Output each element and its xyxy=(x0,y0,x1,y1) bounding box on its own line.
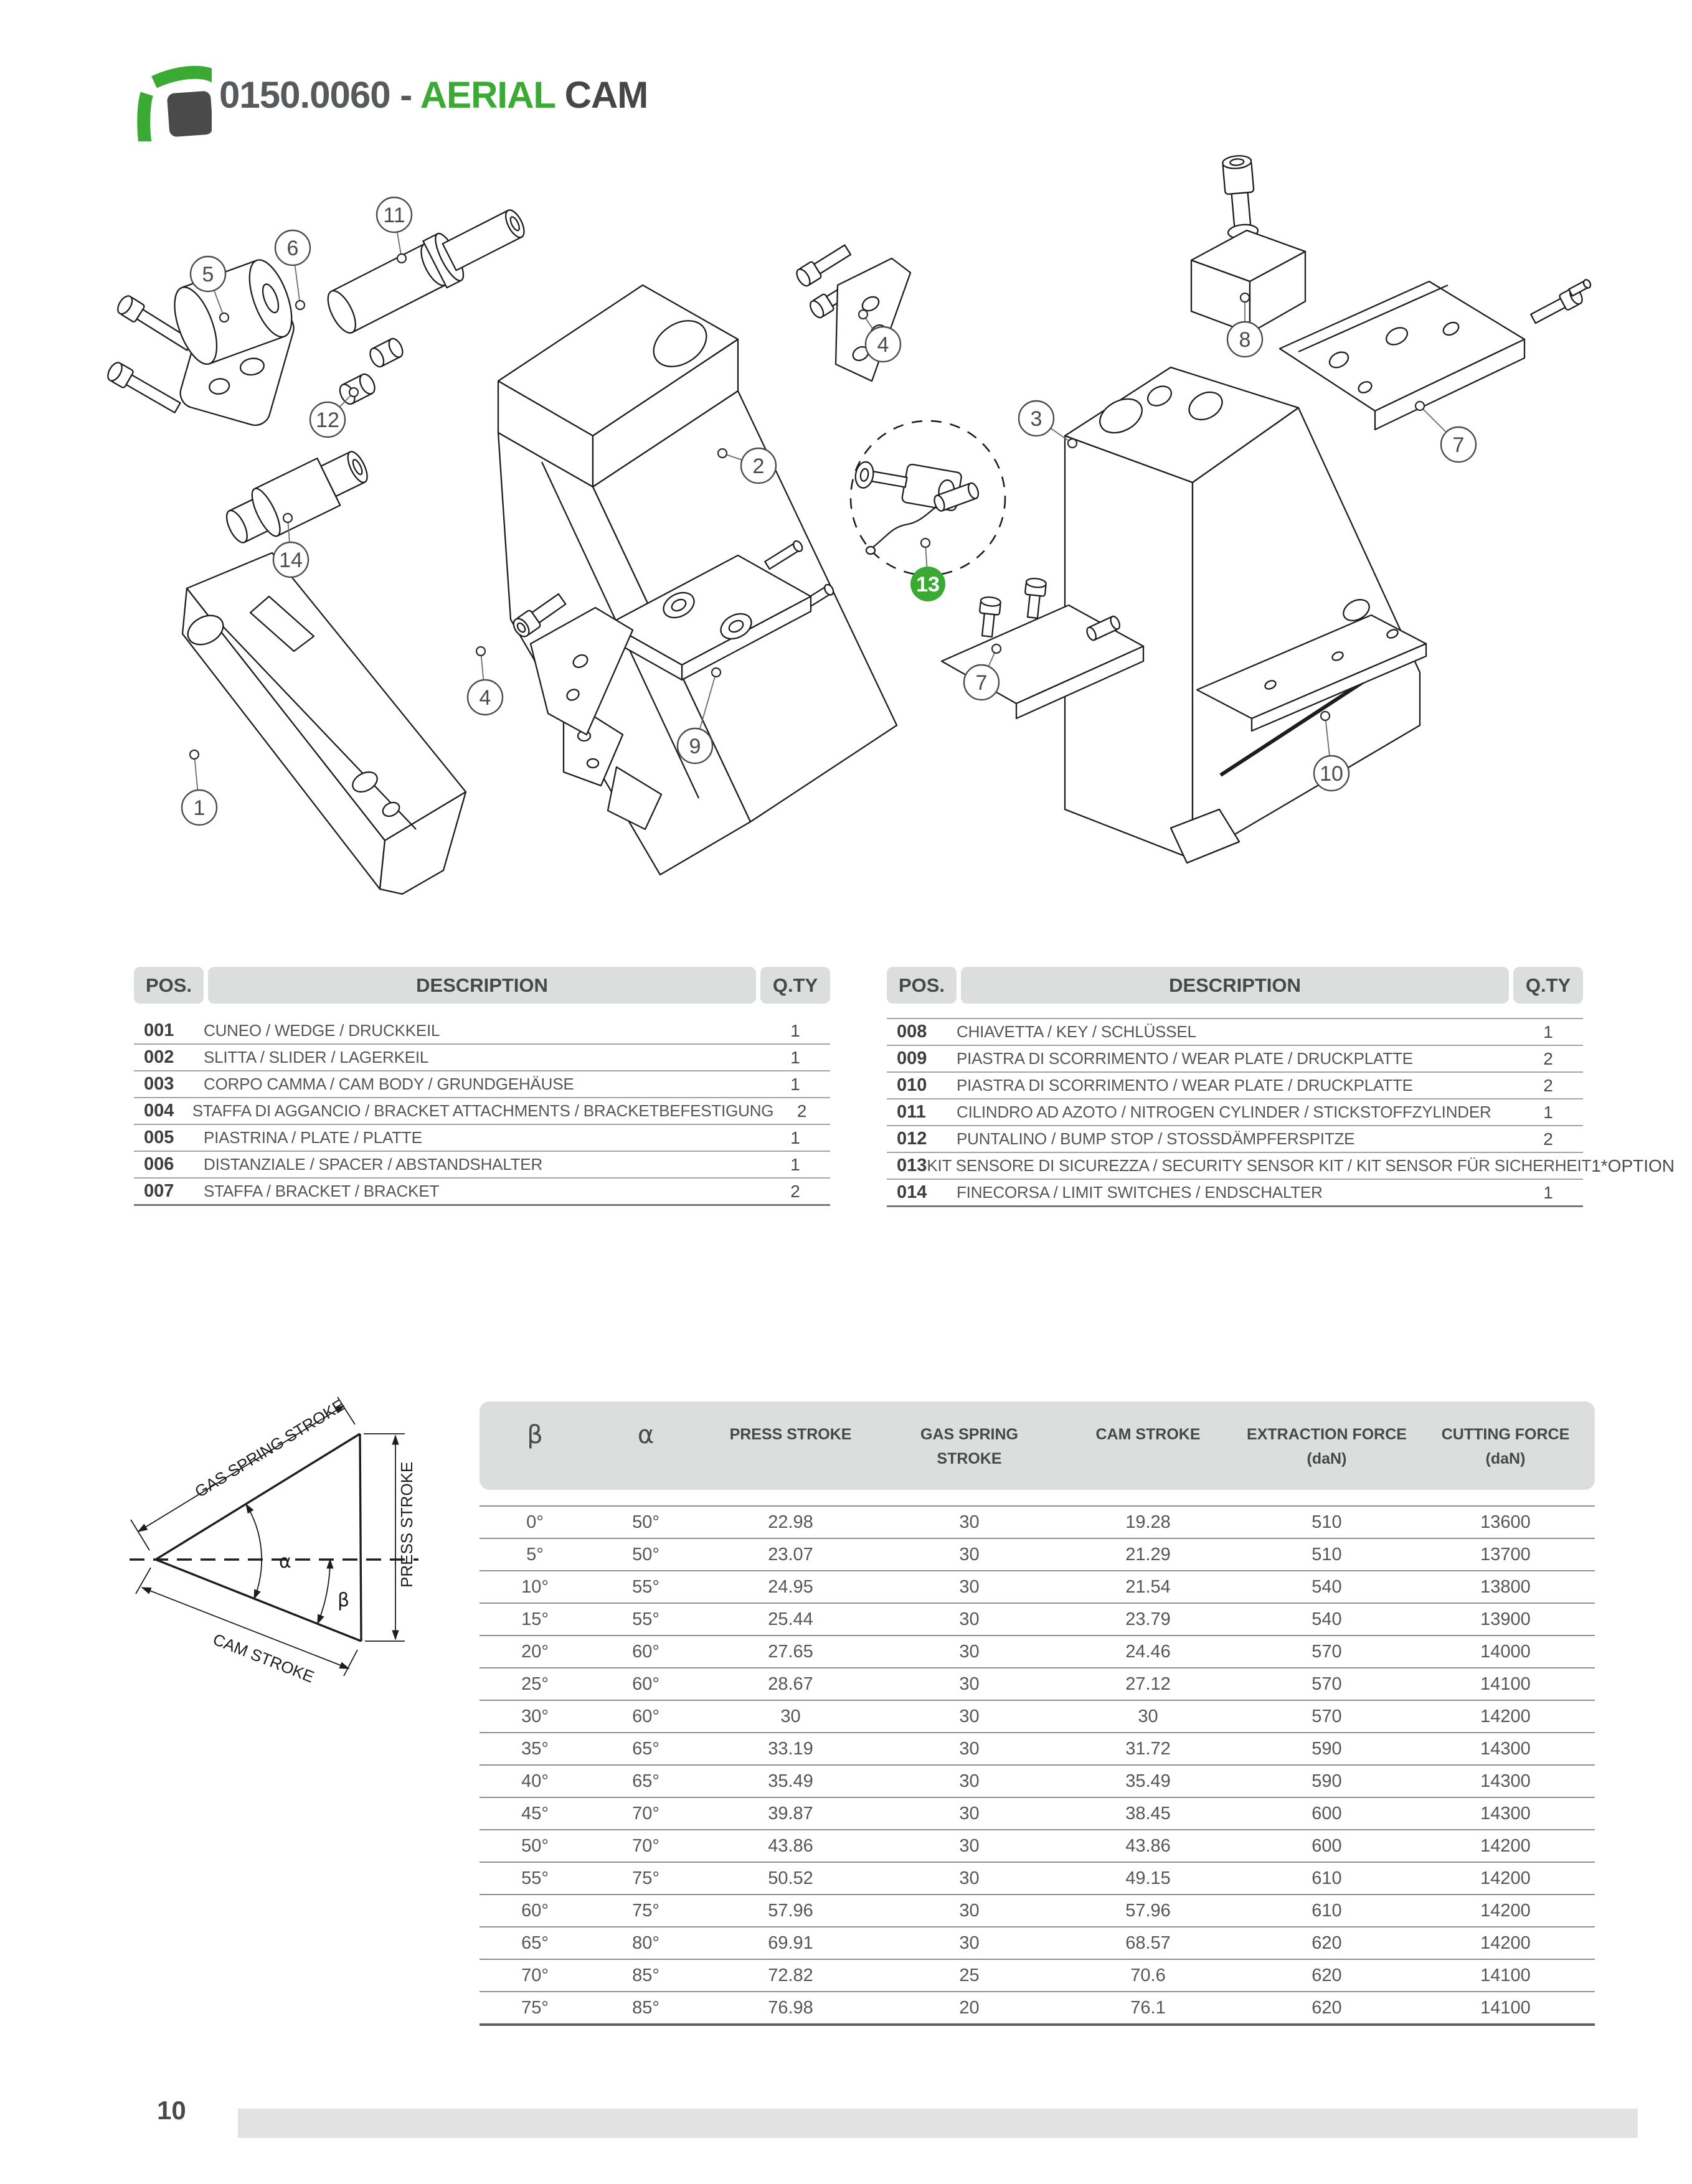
col-header-description: DESCRIPTION xyxy=(961,967,1509,1004)
table-row xyxy=(887,1046,1583,1073)
svg-text:7: 7 xyxy=(1452,433,1465,457)
gas-spring-stroke-value: 30 xyxy=(959,1641,980,1662)
beta-value: 30° xyxy=(521,1706,549,1726)
callout-7 xyxy=(1416,402,1476,462)
table-row xyxy=(887,1019,1583,1046)
parts-table-right-header xyxy=(887,967,1583,1004)
svg-text:1: 1 xyxy=(193,796,206,820)
table-row xyxy=(480,1570,1595,1603)
col-extraction-force: EXTRACTION FORCE (daN) xyxy=(1247,1426,1407,1467)
footer-bar xyxy=(238,2109,1638,2138)
part-bracket-attachment-004-top xyxy=(794,242,910,381)
part-pos: 014 xyxy=(897,1182,927,1202)
cutting-force-value: 14200 xyxy=(1480,1868,1531,1888)
svg-text:14: 14 xyxy=(279,548,303,572)
gas-spring-stroke-value: 30 xyxy=(959,1706,980,1726)
col-gas-spring-stroke: GAS SPRING STROKE xyxy=(920,1426,1018,1467)
extraction-force-value: 620 xyxy=(1312,1997,1342,2018)
part-cam-body-003 xyxy=(1065,367,1420,863)
gas-spring-stroke-value: 20 xyxy=(959,1997,980,2018)
col-alpha: α xyxy=(637,1421,655,1449)
table-row xyxy=(480,1635,1595,1667)
beta-value: 15° xyxy=(521,1609,549,1629)
press-stroke-value: 24.95 xyxy=(768,1576,813,1597)
table-row xyxy=(480,1764,1595,1797)
title-aerial: AERIAL xyxy=(420,74,555,116)
cutting-force-value: 13800 xyxy=(1480,1576,1531,1597)
part-qty: 1 xyxy=(790,1154,800,1174)
part-description: STAFFA DI AGGANCIO / BRACKET ATTACHMENTS / BRACKETBEFESTIGUNG xyxy=(192,1101,774,1120)
part-description: CUNEO / WEDGE / DRUCKKEIL xyxy=(204,1021,440,1040)
title-cam: CAM xyxy=(554,74,648,116)
alpha-value: 85° xyxy=(632,1965,659,1985)
parts-table-left-body xyxy=(134,1018,830,1206)
beta-value: 50° xyxy=(521,1835,549,1856)
cutting-force-value: 13900 xyxy=(1480,1609,1531,1629)
beta-value: 45° xyxy=(521,1803,549,1824)
cam-stroke-value: 19.28 xyxy=(1125,1512,1171,1532)
cam-stroke-value: 27.12 xyxy=(1125,1673,1171,1694)
cam-stroke-value: 35.49 xyxy=(1125,1771,1171,1791)
cutting-force-value: 14300 xyxy=(1480,1803,1531,1824)
part-limit-switch-014 xyxy=(219,441,376,553)
gas-spring-stroke-value: 30 xyxy=(959,1738,980,1759)
svg-text:3: 3 xyxy=(1030,407,1042,431)
part-qty: 1 xyxy=(1543,1182,1553,1202)
alpha-value: 65° xyxy=(632,1738,659,1759)
part-description: CILINDRO AD AZOTO / NITROGEN CYLINDER / STICKSTOFFZYLINDER xyxy=(957,1103,1491,1121)
part-description: STAFFA / BRACKET / BRACKET xyxy=(204,1182,440,1200)
alpha-value: 75° xyxy=(632,1868,659,1888)
parts-table-left-header xyxy=(134,967,830,1004)
cam-stroke-value: 68.57 xyxy=(1125,1932,1171,1953)
beta-value: 75° xyxy=(521,1997,549,2018)
col-cam-stroke: CAM STROKE xyxy=(1095,1426,1201,1443)
cam-stroke-value: 38.45 xyxy=(1125,1803,1171,1824)
cutting-force-value: 14200 xyxy=(1480,1706,1531,1726)
col-press-stroke: PRESS STROKE xyxy=(729,1426,852,1443)
cam-stroke-value: 49.15 xyxy=(1125,1868,1171,1888)
part-pos: 008 xyxy=(897,1022,927,1042)
callout-12 xyxy=(310,388,358,437)
svg-text:12: 12 xyxy=(316,408,339,432)
gas-spring-stroke-value: 30 xyxy=(959,1771,980,1791)
part-pos: 006 xyxy=(144,1154,174,1174)
press-stroke-value: 50.52 xyxy=(768,1868,813,1888)
gas-spring-stroke-value: 25 xyxy=(959,1965,980,1985)
cam-stroke-value: 21.29 xyxy=(1125,1544,1171,1565)
cam-stroke-value: 70.6 xyxy=(1130,1965,1166,1985)
table-row xyxy=(480,1505,1595,1538)
part-pos: 009 xyxy=(897,1048,927,1068)
gas-spring-stroke-label: GAS SPRING STROKE xyxy=(191,1395,348,1502)
cutting-force-value: 14100 xyxy=(1480,1997,1531,2018)
part-qty: 2 xyxy=(1543,1048,1553,1068)
part-qty: 1 xyxy=(1543,1102,1553,1122)
table-row xyxy=(134,1152,830,1179)
table-row xyxy=(480,1667,1595,1700)
gas-spring-stroke-value: 30 xyxy=(959,1932,980,1953)
cam-stroke-value: 21.54 xyxy=(1125,1576,1171,1597)
part-description: FINECORSA / LIMIT SWITCHES / ENDSCHALTER xyxy=(957,1183,1323,1202)
press-stroke-value: 35.49 xyxy=(768,1771,813,1791)
part-description: SLITTA / SLIDER / LAGERKEIL xyxy=(204,1048,429,1066)
press-stroke-value: 69.91 xyxy=(768,1932,813,1953)
alpha-label: α xyxy=(279,1551,291,1573)
col-header-pos: POS. xyxy=(134,967,204,1004)
col-header-description: DESCRIPTION xyxy=(208,967,756,1004)
table-row xyxy=(134,1018,830,1045)
gas-spring-stroke-value: 30 xyxy=(959,1835,980,1856)
press-stroke-value: 23.07 xyxy=(768,1544,813,1565)
cutting-force-value: 14300 xyxy=(1480,1738,1531,1759)
beta-value: 60° xyxy=(521,1900,549,1921)
table-row xyxy=(134,1125,830,1152)
part-qty: 1 xyxy=(790,1047,800,1067)
stroke-table-body xyxy=(480,1505,1595,2026)
alpha-value: 50° xyxy=(632,1544,659,1565)
press-stroke-value: 57.96 xyxy=(768,1900,813,1921)
part-qty: 2 xyxy=(790,1181,800,1201)
beta-value: 10° xyxy=(521,1576,549,1597)
part-description: CHIAVETTA / KEY / SCHLÜSSEL xyxy=(957,1022,1196,1041)
page-number: 10 xyxy=(157,2096,186,2125)
press-stroke-value: 72.82 xyxy=(768,1965,813,1985)
table-row xyxy=(480,1700,1595,1732)
part-sensor-kit-013 xyxy=(851,421,1005,575)
press-stroke-value: 39.87 xyxy=(768,1803,813,1824)
extraction-force-value: 620 xyxy=(1312,1965,1342,1985)
alpha-value: 60° xyxy=(632,1641,659,1662)
press-stroke-value: 28.67 xyxy=(768,1673,813,1694)
part-description: PIASTRINA / PLATE / PLATTE xyxy=(204,1128,422,1147)
table-row xyxy=(134,1071,830,1098)
col-header-qty: Q.TY xyxy=(760,967,830,1004)
callout-3 xyxy=(1019,401,1077,448)
table-row xyxy=(134,1098,830,1125)
alpha-value: 55° xyxy=(632,1609,659,1629)
stroke-data-table xyxy=(480,1401,1595,2026)
press-stroke-value: 22.98 xyxy=(768,1512,813,1532)
cam-stroke-value: 31.72 xyxy=(1125,1738,1171,1759)
part-pos: 012 xyxy=(897,1129,927,1149)
table-row xyxy=(480,1603,1595,1635)
part-pos: 005 xyxy=(144,1127,174,1147)
beta-value: 20° xyxy=(521,1641,549,1662)
alpha-value: 65° xyxy=(632,1771,659,1791)
table-row xyxy=(887,1126,1583,1153)
alpha-value: 70° xyxy=(632,1803,659,1824)
table-row xyxy=(887,1073,1583,1099)
press-stroke-value: 27.65 xyxy=(768,1641,813,1662)
beta-value: 40° xyxy=(521,1771,549,1791)
part-qty: 1 xyxy=(790,1074,800,1094)
part-pos: 001 xyxy=(144,1020,174,1040)
table-row xyxy=(887,1180,1583,1207)
gas-spring-stroke-value: 30 xyxy=(959,1512,980,1532)
stroke-table-header xyxy=(480,1401,1595,1490)
cutting-force-value: 14100 xyxy=(1480,1673,1531,1694)
svg-text:2: 2 xyxy=(752,454,765,478)
doc-code: 0150.0060 - xyxy=(219,74,420,116)
part-description: PIASTRA DI SCORRIMENTO / WEAR PLATE / DRUCKPLATTE xyxy=(957,1049,1413,1068)
press-stroke-value: 33.19 xyxy=(768,1738,813,1759)
gas-spring-stroke-value: 30 xyxy=(959,1900,980,1921)
extraction-force-value: 600 xyxy=(1312,1803,1342,1824)
cutting-force-value: 14000 xyxy=(1480,1641,1531,1662)
part-pos: 011 xyxy=(897,1102,926,1122)
table-row xyxy=(134,1045,830,1071)
extraction-force-value: 540 xyxy=(1312,1576,1342,1597)
table-row xyxy=(480,1797,1595,1829)
svg-text:4: 4 xyxy=(877,333,889,357)
cam-stroke-value: 57.96 xyxy=(1125,1900,1171,1921)
svg-text:7: 7 xyxy=(975,671,988,695)
cam-stroke-value: 76.1 xyxy=(1130,1997,1166,2018)
part-qty: 1 xyxy=(1543,1022,1553,1042)
alpha-value: 55° xyxy=(632,1576,659,1597)
table-row xyxy=(480,1959,1595,1991)
press-stroke-value: 76.98 xyxy=(768,1997,813,2018)
cam-stroke-value: 30 xyxy=(1138,1706,1158,1726)
press-stroke-label: PRESS STROKE xyxy=(397,1461,416,1588)
callout-4 xyxy=(468,647,503,715)
part-description: DISTANZIALE / SPACER / ABSTANDSHALTER xyxy=(204,1155,543,1174)
part-pos: 003 xyxy=(144,1074,174,1094)
extraction-force-value: 570 xyxy=(1312,1673,1342,1694)
extraction-force-value: 610 xyxy=(1312,1868,1342,1888)
table-row xyxy=(480,1829,1595,1862)
alpha-value: 75° xyxy=(632,1900,659,1921)
press-stroke-value: 43.86 xyxy=(768,1835,813,1856)
svg-text:13: 13 xyxy=(916,573,940,596)
col-cutting-force: CUTTING FORCE (daN) xyxy=(1441,1426,1570,1467)
part-pos: 004 xyxy=(144,1101,174,1121)
gas-spring-stroke-value: 30 xyxy=(959,1544,980,1565)
gas-spring-stroke-value: 30 xyxy=(959,1868,980,1888)
alpha-value: 50° xyxy=(632,1512,659,1532)
part-qty: 1*OPTION xyxy=(1591,1156,1675,1175)
beta-value: 5° xyxy=(526,1544,544,1565)
part-qty: 2 xyxy=(1543,1129,1553,1149)
cam-stroke-value: 43.86 xyxy=(1125,1835,1171,1856)
cam-stroke-value: 23.79 xyxy=(1125,1609,1171,1629)
cutting-force-value: 14200 xyxy=(1480,1835,1531,1856)
table-row xyxy=(134,1179,830,1206)
svg-text:9: 9 xyxy=(689,735,701,758)
table-row xyxy=(887,1153,1675,1180)
table-row xyxy=(480,1538,1595,1570)
cutting-force-value: 13600 xyxy=(1480,1512,1531,1532)
svg-text:5: 5 xyxy=(202,263,214,286)
extraction-force-value: 570 xyxy=(1312,1641,1342,1662)
table-row xyxy=(480,1991,1595,2023)
press-stroke-value: 30 xyxy=(780,1706,801,1726)
cutting-force-value: 14100 xyxy=(1480,1965,1531,1985)
col-header-qty: Q.TY xyxy=(1513,967,1583,1004)
gas-spring-stroke-value: 30 xyxy=(959,1576,980,1597)
beta-value: 65° xyxy=(521,1932,549,1953)
extraction-force-value: 510 xyxy=(1312,1512,1342,1532)
beta-value: 70° xyxy=(521,1965,549,1985)
cutting-force-value: 14300 xyxy=(1480,1771,1531,1791)
part-bump-stop-012 xyxy=(337,336,405,406)
alpha-value: 60° xyxy=(632,1706,659,1726)
cutting-force-value: 14200 xyxy=(1480,1932,1531,1953)
part-qty: 2 xyxy=(1543,1075,1553,1095)
part-pos: 007 xyxy=(144,1181,174,1201)
part-qty: 1 xyxy=(790,1127,800,1147)
stroke-angle-sketch xyxy=(112,1387,486,1698)
table-row xyxy=(480,1732,1595,1764)
alpha-value: 80° xyxy=(632,1932,659,1953)
part-qty: 2 xyxy=(796,1101,807,1121)
parts-table-left xyxy=(134,967,830,1206)
extraction-force-value: 620 xyxy=(1312,1932,1342,1953)
svg-text:4: 4 xyxy=(479,686,491,710)
extraction-force-value: 540 xyxy=(1312,1609,1342,1629)
press-stroke-value: 25.44 xyxy=(768,1609,813,1629)
beta-value: 55° xyxy=(521,1868,549,1888)
part-description: PUNTALINO / BUMP STOP / STOSSDÄMPFERSPITZE xyxy=(957,1129,1355,1148)
part-description: KIT SENSORE DI SICUREZZA / SECURITY SENSOR KIT / KIT SENSOR FÜR SICHERHEIT xyxy=(927,1156,1592,1175)
alpha-value: 60° xyxy=(632,1673,659,1694)
svg-text:10: 10 xyxy=(1320,762,1343,786)
cutting-force-value: 13700 xyxy=(1480,1544,1531,1565)
exploded-diagram xyxy=(0,0,1692,946)
extraction-force-value: 510 xyxy=(1312,1544,1342,1565)
gas-spring-stroke-value: 30 xyxy=(959,1673,980,1694)
extraction-force-value: 590 xyxy=(1312,1738,1342,1759)
cam-stroke-value: 24.46 xyxy=(1125,1641,1171,1662)
cam-stroke-label: CAM STROKE xyxy=(210,1629,317,1687)
alpha-value: 85° xyxy=(632,1997,659,2018)
beta-value: 0° xyxy=(526,1512,544,1532)
col-header-pos: POS. xyxy=(887,967,957,1004)
part-pos: 013 xyxy=(897,1156,927,1175)
table-row xyxy=(480,1862,1595,1894)
svg-text:11: 11 xyxy=(383,204,405,227)
cutting-force-value: 14200 xyxy=(1480,1900,1531,1921)
parts-table-right xyxy=(887,967,1675,1207)
part-description: CORPO CAMMA / CAM BODY / GRUNDGEHÄUSE xyxy=(204,1075,574,1093)
alpha-value: 70° xyxy=(632,1835,659,1856)
extraction-force-value: 570 xyxy=(1312,1706,1342,1726)
part-pos: 002 xyxy=(144,1047,174,1067)
table-row xyxy=(480,1926,1595,1959)
part-pos: 010 xyxy=(897,1075,927,1095)
extraction-force-value: 590 xyxy=(1312,1771,1342,1791)
beta-label: β xyxy=(338,1589,350,1611)
part-nitrogen-cylinder-011 xyxy=(321,197,532,340)
gas-spring-stroke-value: 30 xyxy=(959,1609,980,1629)
part-key-008 xyxy=(1191,154,1305,333)
svg-text:6: 6 xyxy=(286,237,299,260)
table-row xyxy=(887,1099,1583,1126)
part-wedge-001 xyxy=(182,553,466,894)
callout-1 xyxy=(182,750,217,825)
part-description: PIASTRA DI SCORRIMENTO / WEAR PLATE / DRUCKPLATTE xyxy=(957,1076,1413,1094)
parts-table-right-body xyxy=(887,1018,1675,1207)
col-beta: β xyxy=(527,1421,543,1449)
part-qty: 1 xyxy=(790,1020,800,1040)
table-row xyxy=(480,1894,1595,1926)
callout-13 xyxy=(910,539,945,601)
gas-spring-stroke-value: 30 xyxy=(959,1803,980,1824)
extraction-force-value: 600 xyxy=(1312,1835,1342,1856)
extraction-force-value: 610 xyxy=(1312,1900,1342,1921)
beta-value: 25° xyxy=(521,1673,549,1694)
beta-value: 35° xyxy=(521,1738,549,1759)
part-bracket-007-right xyxy=(1280,278,1592,430)
svg-text:8: 8 xyxy=(1239,328,1251,352)
